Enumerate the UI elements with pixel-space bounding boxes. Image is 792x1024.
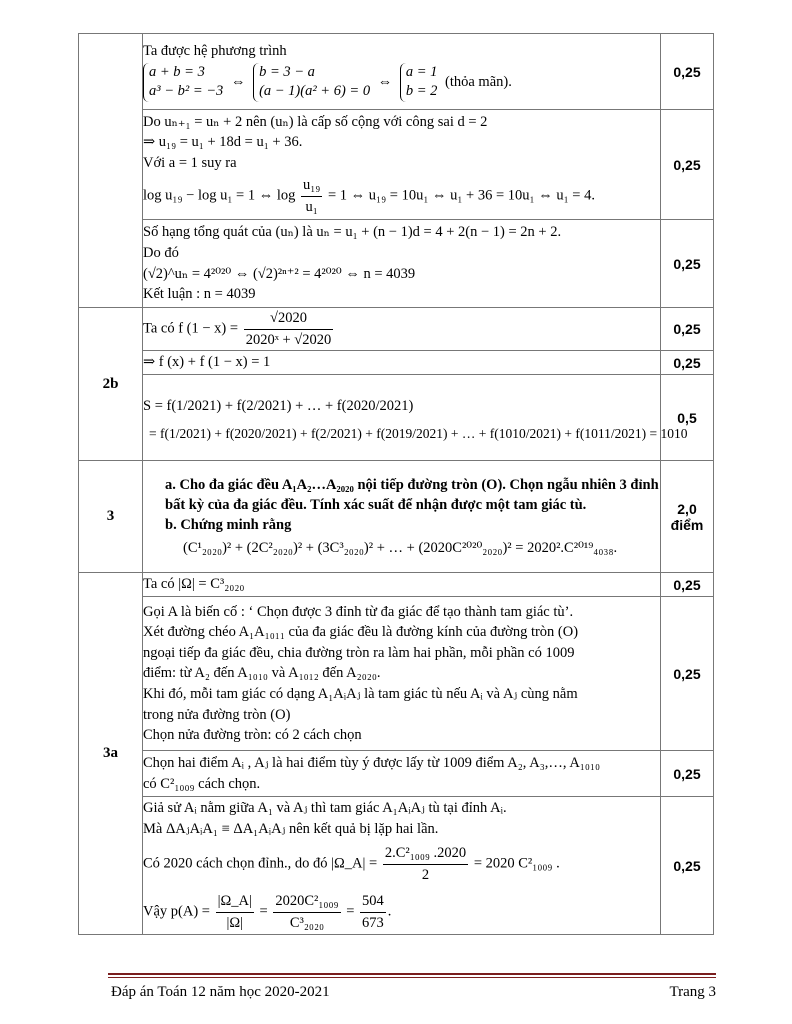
term-line-3: (√2)^uₙ = 4²⁰²⁰ ⇔ (√2)²ⁿ⁺² = 4²⁰²⁰ ⇔ n = 4039 [143,265,416,282]
sum-line-2: = f(1/2021) + f(2020/2021) + f(2/2021) + f(2019/2021) + … + f(1010/2021) + f(1011/2021) = 1010 [149,426,688,442]
score-r1: 0,25 [661,34,714,110]
system-1-eq-1: a + b = 3 [149,63,205,80]
fx-pre: Ta có f (1 − x) = [143,320,239,337]
score-r3: 0,25 [661,220,714,308]
label-3: 3 [79,461,143,573]
fx-sum: ⇒ f (x) + f (1 − x) = 1 [143,354,271,371]
choose-line-1: Chọn hai điểm Aᵢ , Aⱼ là hai điểm tùy ý được lấy từ 1009 điểm A₂, A₃,…, A₁₀₁₀ [143,755,601,772]
log-fraction [301,175,322,217]
problem-b-formula: (C¹₂₀₂₀)² + (2C²₂₀₂₀)² + (3C³₂₀₂₀)² + … + (2020C²⁰²⁰₂₀₂₀)² = 2020².C²⁰¹⁹₄₀₃₈. [183,539,618,556]
log-num: u₁₉ [301,175,322,197]
score-3a-4: 0,25 [661,797,714,935]
page-number: Trang 3 [669,984,716,1000]
result-line-1: Giả sử Aᵢ nằm giữa A₁ và Aⱼ thì tam giác A₁AᵢAⱼ tù tại đỉnh Aᵢ. [143,799,507,816]
iff-2: ⇔ [377,73,393,90]
system-3-eq-1: a = 1 [405,63,438,80]
prob-frac-2 [273,891,340,933]
event-line-7: Chọn nửa đường tròn: có 2 cách chọn [143,727,362,744]
footer-rule-thin [108,977,716,978]
row-3a-choose [143,751,661,797]
score-2b-c: 0,5 [661,375,714,461]
omega-a-rhs: = 2020 C²₁₀₀₉ . [473,855,560,872]
omega-line: Ta có |Ω| = C³₂₀₂₀ [143,576,245,593]
score-3a-3: 0,25 [661,751,714,797]
system-2 [253,63,370,102]
footer-title: Đáp án Toán 12 năm học 2020-2021 [111,984,330,1000]
row-2b-a [143,308,661,351]
event-line-3: ngoại tiếp đa giác đều, chia đường tròn ra làm hai phần, mỗi phần có 1009 [143,644,575,661]
sum-line-1: S = f(1/2021) + f(2/2021) + … + f(2020/2021) [143,397,414,414]
fx-num: √2020 [244,308,334,330]
log-rhs: = 1 ⇔ u₁₉ = 10u₁ ⇔ u₁ + 36 = 10u₁ ⇔ u₁ = 4. [327,187,595,204]
term-line-1: Số hạng tổng quát của (uₙ) là uₙ = u₁ + (n − 1)d = 4 + 2(n − 1) = 2n + 2. [143,224,562,241]
prob-den-3: 673 [362,914,384,931]
system-intro: Ta được hệ phương trình [143,43,287,60]
score-2b-b: 0,25 [661,351,714,375]
seq-line-1: Do uₙ₊₁ = uₙ + 2 nên (uₙ) là cấp số cộng với công sai d = 2 [143,113,488,130]
score-3 [661,461,714,573]
row-3-problem [143,461,661,573]
choose-line-2: có C²₁₀₀₉ cách chọn. [143,775,261,792]
row-3a-omega [143,573,661,597]
prob-pre: Vậy p(A) = [143,903,210,920]
prob-num-2: 2020C²₁₀₀₉ [273,891,340,913]
problem-a: a. Cho đa giác đều A₁A₂…A₂₀₂₀ nội tiếp đường tròn (O). Chọn ngẫu nhiên 3 đỉnh bất kỳ của đa giác đều. Tính xác suất để nhận được một tam giác tù. [165,476,659,514]
row-2b-b [143,351,661,375]
system-3 [400,63,438,102]
event-line-2: Xét đường chéo A₁A₁₀₁₁ của đa giác đều là đường kính của đường tròn (O) [143,624,579,641]
label-2b: 2b [79,308,143,461]
seq-line-3: Với a = 1 suy ra [143,154,237,171]
prob-den-2: C³₂₀₂₀ [289,914,325,931]
score-3a-2: 0,25 [661,597,714,751]
answer-table [78,33,714,935]
row-3a-event [143,597,661,751]
event-line-4: điểm: từ A₂ đến A₁₀₁₀ và A₁₀₁₂ đến A₂₀₂₀. [143,665,381,682]
term-line-2: Do đó [143,244,179,261]
label-3a: 3a [79,573,143,935]
prob-frac-1 [216,891,254,933]
prob-frac-3 [360,891,386,933]
event-line-6: trong nửa đường tròn (O) [143,706,291,723]
system-2-eq-1: b = 3 − a [259,63,315,80]
footer-rule [108,973,716,975]
score-r2: 0,25 [661,110,714,220]
term-line-4: Kết luận : n = 4039 [143,286,256,303]
row-arithmetic-sequence [143,110,661,220]
score-3a-1: 0,25 [661,573,714,597]
event-line-1: Gọi A là biến cố : ‘ Chọn được 3 đỉnh từ đa giác để tạo thành tam giác tù’. [143,603,574,620]
seq-line-2: ⇒ u₁₉ = u₁ + 18d = u₁ + 36. [143,134,303,151]
row-general-term [143,220,661,308]
result-line-3 [143,843,660,885]
row-system-of-equations [143,34,661,110]
score-3-unit: điểm [670,516,704,533]
system-2-eq-2: (a − 1)(a² + 6) = 0 [259,83,371,100]
fx-fraction [244,308,334,350]
system-3-eq-2: b = 2 [405,83,438,100]
system-1-eq-2: a³ − b² = −3 [149,83,224,100]
log-den: u₁ [305,198,318,215]
result-line-2: Mà ΔAⱼAᵢA₁ ≡ ΔA₁AᵢAⱼ nên kết quả bị lặp hai lần. [143,820,439,837]
log-lhs: log u₁₉ − log u₁ = 1 ⇔ log [143,187,296,204]
prob-den-1: |Ω| [226,914,244,931]
system-note: (thỏa mãn). [445,73,512,90]
label-empty [79,34,143,308]
score-3-value: 2,0 [677,500,697,517]
omega-a-pre: Có 2020 cách chọn đỉnh., do đó |Ω_A| = [143,855,378,872]
row-3a-result [143,797,661,935]
prob-num-3: 504 [360,891,386,913]
problem-b: b. Chứng minh rằng [165,517,292,534]
system-1 [143,63,223,102]
result-line-4: Vậy p(A) = $\frac{|\Omega\_A|}{|\Omega|}$ = $\frac{\text{2020C²₁₀₀₉}}{\text{C³₂₀₂₀}}$ = $\frac{504}{673}$ . [143,891,660,933]
score-2b-a: 0,25 [661,308,714,351]
event-line-5: Khi đó, mỗi tam giác có dạng A₁AᵢAⱼ là tam giác tù nếu Aᵢ và Aⱼ cùng nằm [143,685,578,702]
omega-a-num: 2.C²₁₀₀₉ .2020 [383,843,468,865]
prob-num-1: |Ω_A| [216,891,254,913]
seq-line-4 [143,175,660,217]
omega-a-fraction [383,843,468,885]
fx-den: 2020ˣ + √2020 [245,331,332,348]
iff-1: ⇔ [230,73,246,90]
omega-a-den: 2 [421,866,430,883]
